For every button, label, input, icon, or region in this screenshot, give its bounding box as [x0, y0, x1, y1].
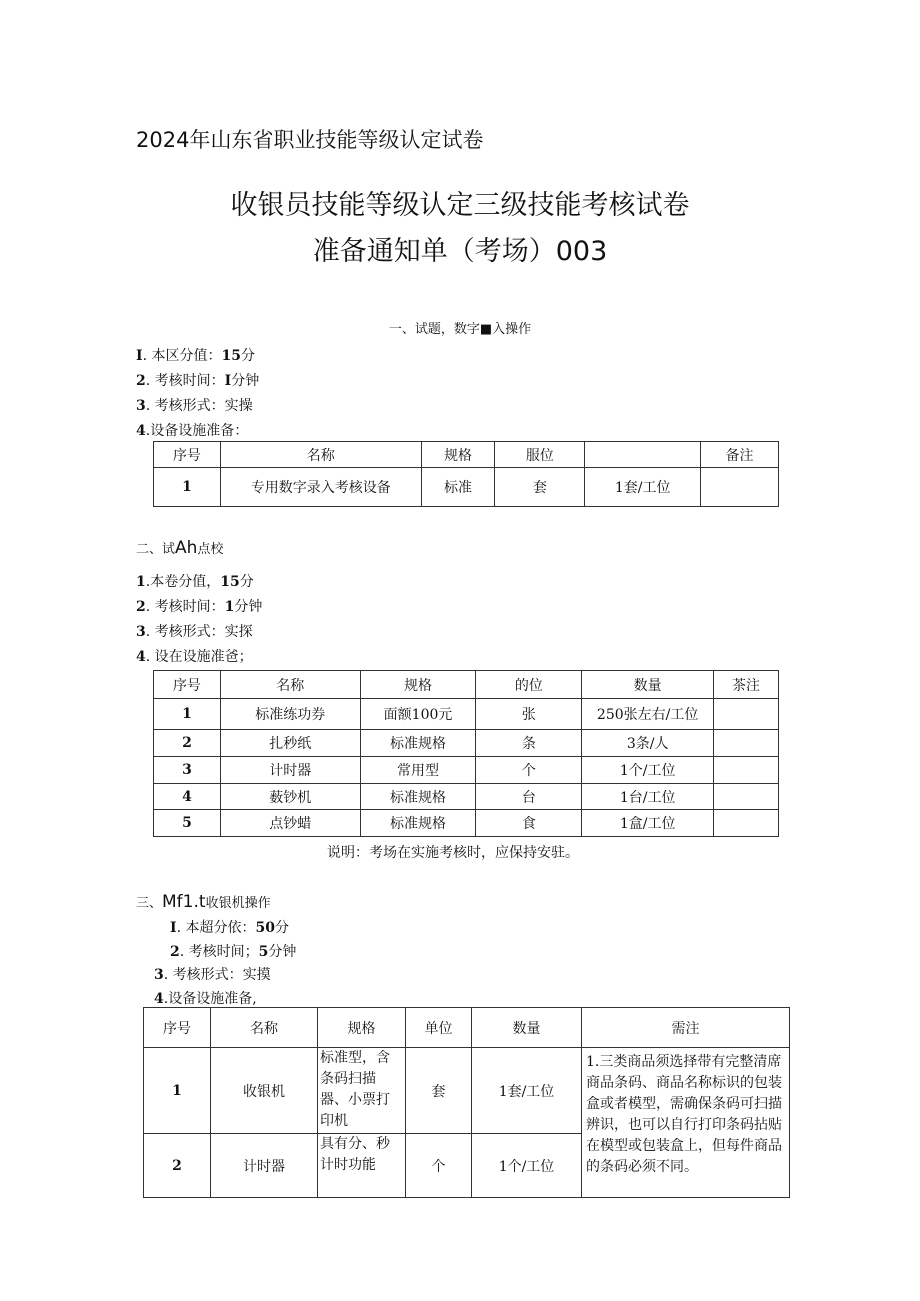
section2-heading: 二、试Ah点校 — [136, 538, 224, 558]
section1-line-4: 4.设备设施准备： — [136, 423, 249, 439]
table-row: 4 薮钞机 标准规格 台 1台/工位 — [154, 784, 779, 810]
table-row: 5 点钞蜡 标准规格 食 1盒/工位 — [154, 810, 779, 837]
section3-line-1: I. 本超分依：50分 — [170, 920, 289, 936]
section1-line-1: I. 本区分值：15分 — [136, 348, 255, 364]
page-subtitle: 准备通知单（考场）003 — [312, 236, 608, 267]
exam-header: 2024年山东省职业技能等级认定试卷 — [136, 128, 484, 152]
section1-line-2: 2. 考核时间：I分钟 — [136, 373, 260, 389]
section3-heading: 三、Mf1.t收银机操作 — [136, 892, 271, 912]
section3-line-4: 4.设备设施准备, — [154, 991, 257, 1007]
table-row: 3 计时器 常用型 个 1个/工位 — [154, 757, 779, 784]
page-title: 收银员技能等级认定三级技能考核试卷 — [230, 190, 690, 221]
header-cell: 序号 — [154, 442, 221, 468]
section3-line-3: 3. 考核形式：实摸 — [154, 967, 271, 983]
section1-heading: 一、试题，数字■入操作 — [388, 322, 532, 337]
section2-line-4: 4. 设在设施准爸； — [136, 649, 253, 665]
table-row: 2 计时器 具有分、秒计时功能 个 1个/工位 — [144, 1134, 790, 1198]
section2-line-3: 3. 考核形式：实探 — [136, 624, 253, 640]
table-row: 1 收银机 标准型，含条码扫描器、小票打印机 套 1套/工位 1.三类商品须选择带有完整清席商品条码、商品名称标识的包装盒或者模型，需确保条码可扫描辨识，也可以自行打印条码拈贴在模型或包装盒上，但每件商品的条码必须不同。 — [144, 1048, 790, 1134]
table-header-row: 序号 名称 规格 单位 数量 需注 — [144, 1008, 790, 1048]
table-row: 2 扎秒纸 标准规格 条 3条/人 — [154, 730, 779, 757]
header-cell: 名称 — [220, 442, 421, 468]
remark-cell: 1.三类商品须选择带有完整清席商品条码、商品名称标识的包装盒或者模型，需确保条码可扫描辨识，也可以自行打印条码拈贴在模型或包装盒上，但每件商品的条码必须不同。 — [582, 1048, 790, 1198]
section1-line-3: 3. 考核形式：实操 — [136, 398, 253, 414]
header-cell: 规格 — [421, 442, 495, 468]
section2-line-1: 1.本卷分值，15分 — [136, 574, 254, 590]
section2-table — [153, 670, 779, 837]
section2-note: 说明：考场在实施考核时，应保持安驻。 — [327, 845, 579, 861]
header-cell — [585, 442, 701, 468]
section2-line-2: 2. 考核时间：1分钟 — [136, 599, 263, 615]
section3-table — [143, 1007, 790, 1198]
table-row: 1 专用数字录入考核设备 标准 套 1套/工位 — [154, 468, 779, 507]
section1-table — [153, 441, 779, 507]
table-header-row — [154, 442, 779, 468]
header-cell: 备注 — [701, 442, 779, 468]
table-header-row: 序号 名称 规格 的位 数量 茶注 — [154, 671, 779, 699]
table-row: 1 标准练功券 面额100元 张 250张左右/工位 — [154, 699, 779, 730]
header-cell: 服位 — [495, 442, 585, 468]
section3-line-2: 2. 考核时间；5分钟 — [170, 944, 297, 960]
